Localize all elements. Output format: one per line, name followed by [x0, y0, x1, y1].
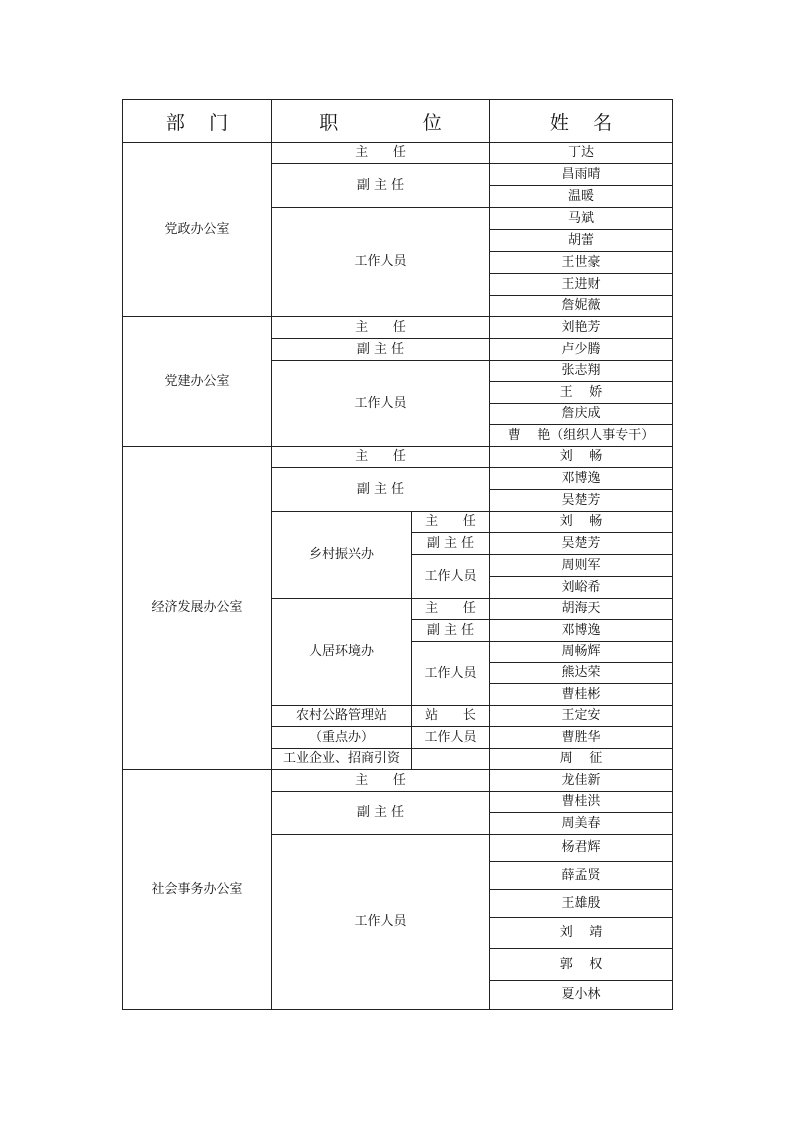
sub-position-cell: [412, 749, 490, 770]
position-cell: 副 主 任: [272, 339, 490, 361]
sub-unit-cell: 工业企业、招商引资: [272, 749, 412, 770]
staff-name-cell: 邓博逸: [490, 468, 673, 490]
header-dept: 部 门: [123, 100, 272, 143]
header-position: 职 位: [272, 100, 490, 143]
sub-unit-cell: （重点办）: [272, 727, 412, 749]
staff-name-cell: 薛孟贤: [490, 862, 673, 890]
staff-name-cell: 周 征: [490, 749, 673, 770]
table-row: [123, 447, 673, 468]
staff-name-cell: 刘艳芳: [490, 317, 673, 339]
department-cell: 社会事务办公室: [123, 770, 272, 1010]
sub-position-cell: 副 主 任: [412, 533, 490, 555]
staff-name-cell: 龙佳新: [490, 770, 673, 792]
header-name: 姓 名: [490, 100, 673, 143]
sub-position-cell: 工作人员: [412, 555, 490, 599]
position-cell: 工作人员: [272, 361, 490, 447]
header-row: [123, 100, 673, 143]
sub-position-cell: 工作人员: [412, 727, 490, 749]
department-cell: 党建办公室: [123, 317, 272, 447]
table-body: [123, 143, 673, 1010]
staff-name-cell: 马斌: [490, 208, 673, 230]
department-cell: 经济发展办公室: [123, 447, 272, 770]
staff-name-cell: 王定安: [490, 706, 673, 727]
staff-name-cell: 曹 艳（组织人事专干）: [490, 425, 673, 447]
staff-name-cell: 詹庆成: [490, 404, 673, 425]
staff-name-cell: 杨君辉: [490, 835, 673, 862]
staff-name-cell: 周美春: [490, 813, 673, 835]
sub-unit-cell: 农村公路管理站: [272, 706, 412, 727]
position-cell: 主 任: [272, 770, 490, 792]
position-cell: 主 任: [272, 143, 490, 164]
position-cell: 副 主 任: [272, 792, 490, 835]
table-row: [123, 317, 673, 339]
staff-name-cell: 王雄殷: [490, 890, 673, 918]
staff-name-cell: 郭 权: [490, 949, 673, 981]
sub-position-cell: 副 主 任: [412, 620, 490, 642]
staff-name-cell: 吴楚芳: [490, 490, 673, 512]
position-cell: 工作人员: [272, 208, 490, 317]
position-cell: 工作人员: [272, 835, 490, 1010]
staff-name-cell: 温暖: [490, 186, 673, 208]
staff-name-cell: 邓博逸: [490, 620, 673, 642]
staff-name-cell: 夏小林: [490, 981, 673, 1010]
staff-name-cell: 刘 靖: [490, 918, 673, 949]
staff-name-cell: 周畅辉: [490, 642, 673, 663]
staff-name-cell: 熊达荣: [490, 663, 673, 684]
staff-table: [122, 99, 673, 1010]
staff-name-cell: 胡海天: [490, 599, 673, 620]
staff-name-cell: 张志翔: [490, 361, 673, 382]
staff-name-cell: 王 娇: [490, 382, 673, 404]
staff-name-cell: 曹桂彬: [490, 684, 673, 706]
department-cell: 党政办公室: [123, 143, 272, 317]
staff-name-cell: 詹妮薇: [490, 296, 673, 317]
sub-position-cell: 主 任: [412, 512, 490, 533]
staff-name-cell: 刘 畅: [490, 447, 673, 468]
position-cell: 副 主 任: [272, 468, 490, 512]
staff-name-cell: 昌雨晴: [490, 164, 673, 186]
position-cell: 主 任: [272, 447, 490, 468]
sub-position-cell: 站 长: [412, 706, 490, 727]
sub-unit-cell: 人居环境办: [272, 599, 412, 706]
staff-name-cell: 胡蕾: [490, 230, 673, 252]
table-row: [123, 143, 673, 164]
staff-name-cell: 王世豪: [490, 252, 673, 274]
sub-position-cell: 工作人员: [412, 642, 490, 706]
staff-name-cell: 卢少腾: [490, 339, 673, 361]
sub-unit-cell: 乡村振兴办: [272, 512, 412, 599]
staff-name-cell: 周则军: [490, 555, 673, 577]
sub-position-cell: 主 任: [412, 599, 490, 620]
position-cell: 副 主 任: [272, 164, 490, 208]
staff-name-cell: 曹桂洪: [490, 792, 673, 813]
staff-name-cell: 吴楚芳: [490, 533, 673, 555]
staff-name-cell: 丁达: [490, 143, 673, 164]
staff-name-cell: 刘 畅: [490, 512, 673, 533]
position-cell: 主 任: [272, 317, 490, 339]
staff-name-cell: 王进财: [490, 274, 673, 296]
table-row: [123, 770, 673, 792]
staff-name-cell: 刘峪希: [490, 577, 673, 599]
staff-name-cell: 曹胜华: [490, 727, 673, 749]
